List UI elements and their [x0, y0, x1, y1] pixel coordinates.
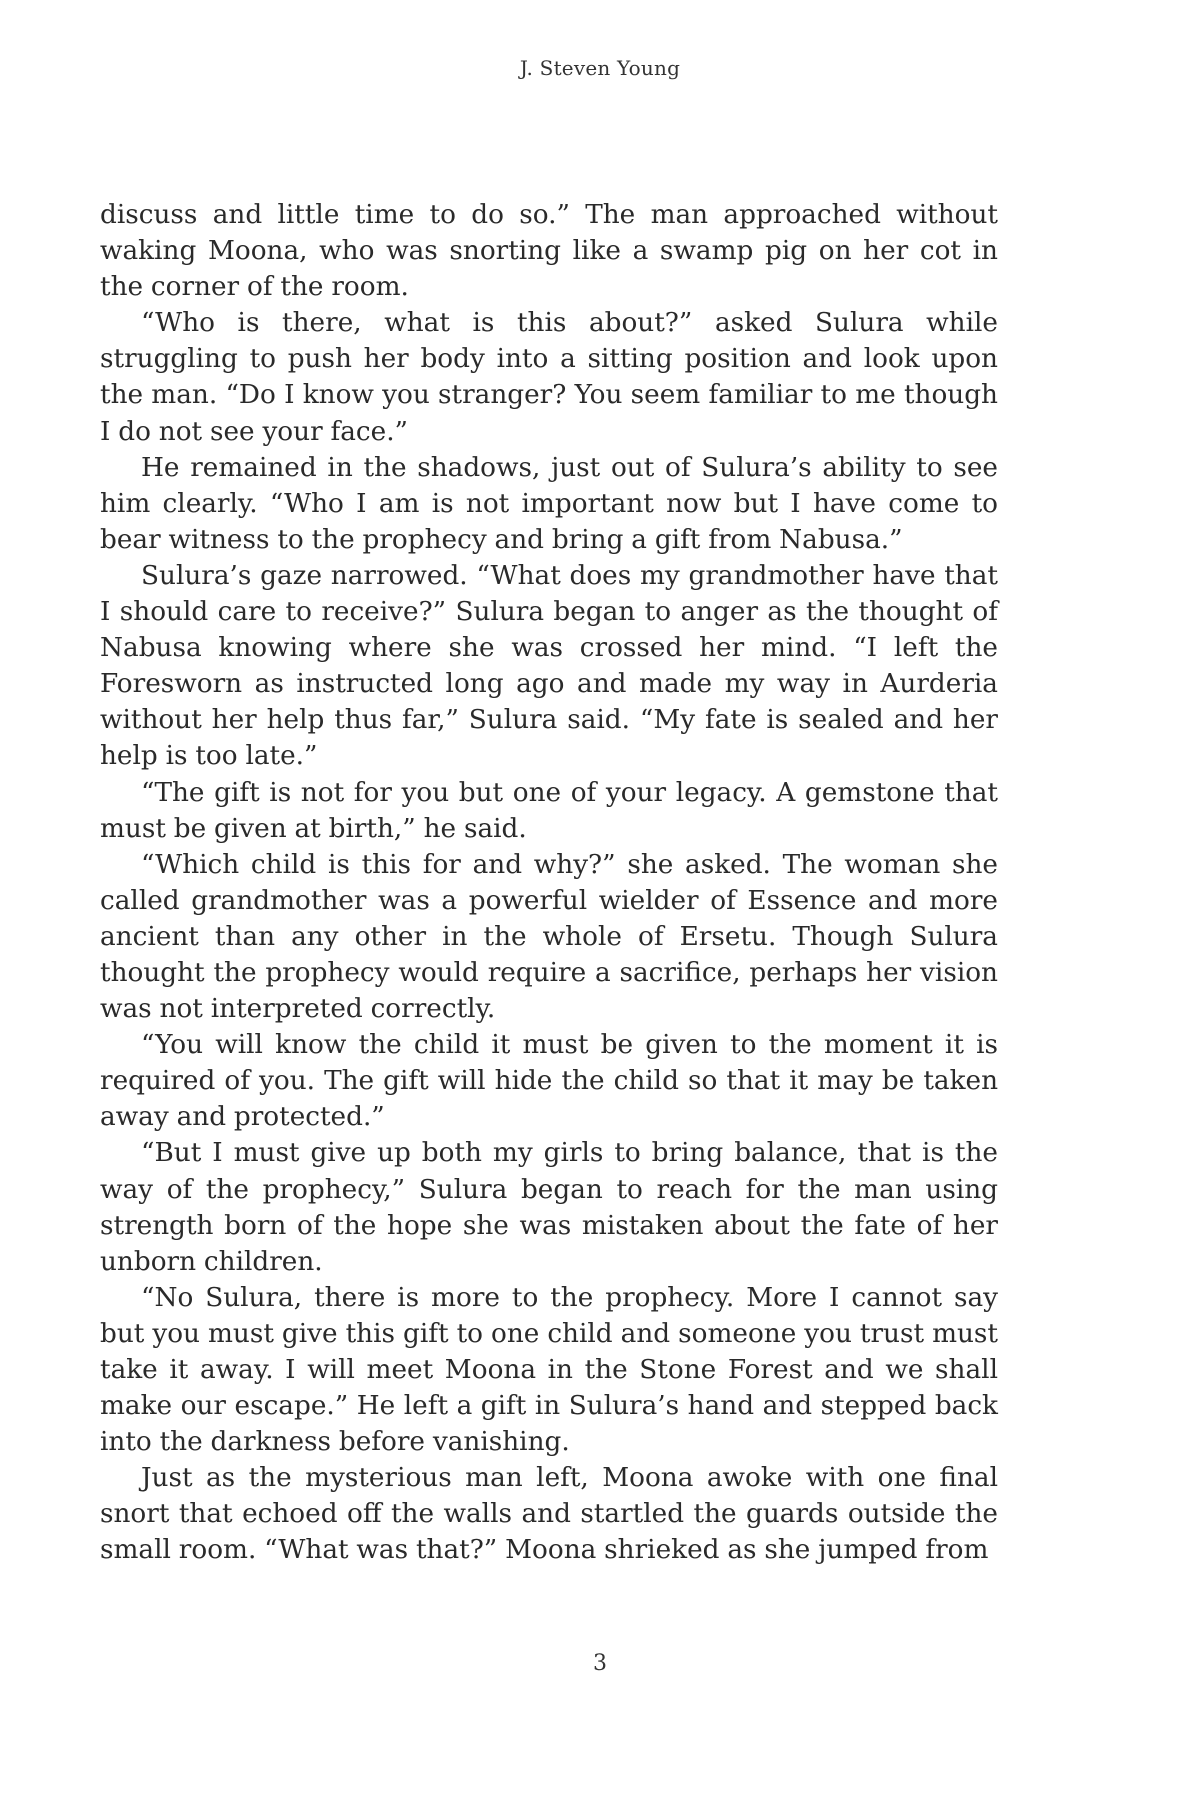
body-text: [100, 197, 998, 1569]
paragraph: Just as the mysterious man left, Moona awoke with one final snort that echoed off the walls and startled the guards outside the small room. “What was that?” Moona shrieked as she jumped from: [100, 1463, 998, 1566]
paragraph: “No Sulura, there is more to the prophecy. More I cannot say but you must give this gift to one child and someone you trust must take it away. I will meet Moona in the Stone Forest and we shall make our escape.” He left a gift in Sulura’s hand and stepped back into the darkness before vanishing.: [100, 1282, 998, 1458]
paragraph: “The gift is not for you but one of your legacy. A gemstone that must be given at birth,” he said.: [100, 777, 998, 844]
paragraph: Sulura’s gaze narrowed. “What does my grandmother have that I should care to receive?” Sulura began to anger as the thought of Nabusa knowing where she was crossed her mind. “I left the Foresworn as instructed long ago and made my way in Aurderia without her help thus far,” Sulura said. “My fate is sealed and her help is too late.”: [100, 560, 998, 772]
paragraph: “But I must give up both my girls to bring balance, that is the way of the prophecy,” Sulura began to reach for the man using strength born of the hope she was mistaken about the fate of her unborn children.: [100, 1138, 998, 1277]
paragraph: “You will know the child it must be given to the moment it is required of you. The gift will hide the child so that it may be taken away and protected.”: [100, 1030, 998, 1133]
running-head-author: J. Steven Young: [519, 56, 681, 80]
page-number: 3: [593, 1651, 607, 1676]
paragraph: “Which child is this for and why?” she asked. The woman she called grandmother was a powerful wielder of Essence and more ancient than any other in the whole of Ersetu. Though Sulura thought the prophecy would require a sacrifice, perhaps her vision was not interpreted correctly.: [100, 849, 998, 1025]
paragraph: He remained in the shadows, just out of Sulura’s ability to see him clearly. “Who I am is not important now but I have come to bear witness to the prophecy and bring a gift from Nabusa.”: [100, 452, 998, 555]
paragraph: “Who is there, what is this about?” asked Sulura while struggling to push her body into a sitting position and look upon the man. “Do I know you stranger? You seem familiar to me though I do not see your face.”: [100, 308, 998, 447]
paragraph-continued: discuss and little time to do so.” The man approached without waking Moona, who was snorting like a swamp pig on her cot in the corner of the room.: [100, 200, 998, 303]
